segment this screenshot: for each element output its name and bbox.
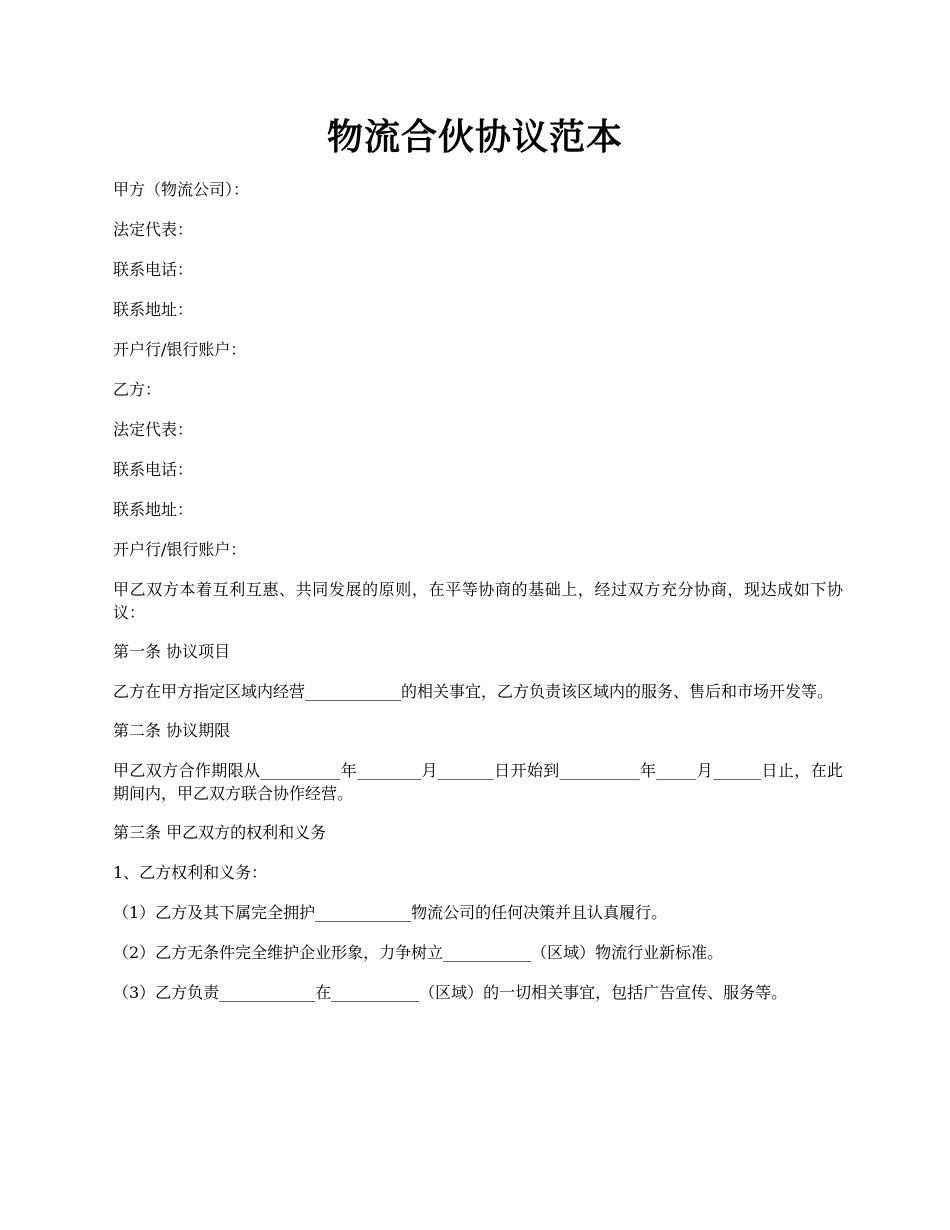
article-3-item-1: （1）乙方及其下属完全拥护____________物流公司的任何决策并且认真履行。 (113, 903, 668, 922)
party-b-bank: 开户行/银行账户： (113, 540, 247, 559)
party-b-phone: 联系电话： (113, 460, 194, 479)
party-a-bank: 开户行/银行账户： (113, 340, 247, 359)
article-2-heading: 第二条 协议期限 (113, 721, 231, 740)
party-b-legal-rep: 法定代表： (113, 420, 194, 439)
article-3-heading: 第三条 甲乙双方的权利和义务 (113, 823, 327, 842)
article-3-item-2: （2）乙方无条件完全维护企业形象，力争树立___________（区域）物流行业新标准。 (113, 943, 724, 962)
preamble-paragraph: 甲乙双方本着互利互惠、共同发展的原则，在平等协商的基础上，经过双方充分协商，现达成如下协议： (113, 580, 843, 622)
article-3-item-3: （3）乙方负责____________在___________（区域）的一切相关事宜，包括广告宣传、服务等。 (113, 983, 788, 1002)
party-a-phone: 联系电话： (113, 260, 194, 279)
document-title: 物流合伙协议范本 (326, 116, 623, 158)
article-1-heading: 第一条 协议项目 (113, 642, 231, 661)
article-3-subheading: 1、乙方权利和义务： (113, 863, 268, 882)
article-1-text: 乙方在甲方指定区域内经营____________的相关事宜，乙方负责该区域内的服务、售后和市场开发等。 (113, 682, 834, 701)
party-a-heading: 甲方（物流公司）： (113, 180, 250, 199)
document-body (113, 178, 843, 1020)
party-a-legal-rep: 法定代表： (113, 220, 194, 239)
party-a-address: 联系地址： (113, 300, 194, 319)
article-2-text: 甲乙双方合作期限从__________年________月_______日开始到__________年_____月______日止，在此期间内，甲乙双方联合协作经营。 (113, 761, 843, 803)
party-b-heading: 乙方： (113, 380, 162, 399)
party-b-address: 联系地址： (113, 500, 194, 519)
